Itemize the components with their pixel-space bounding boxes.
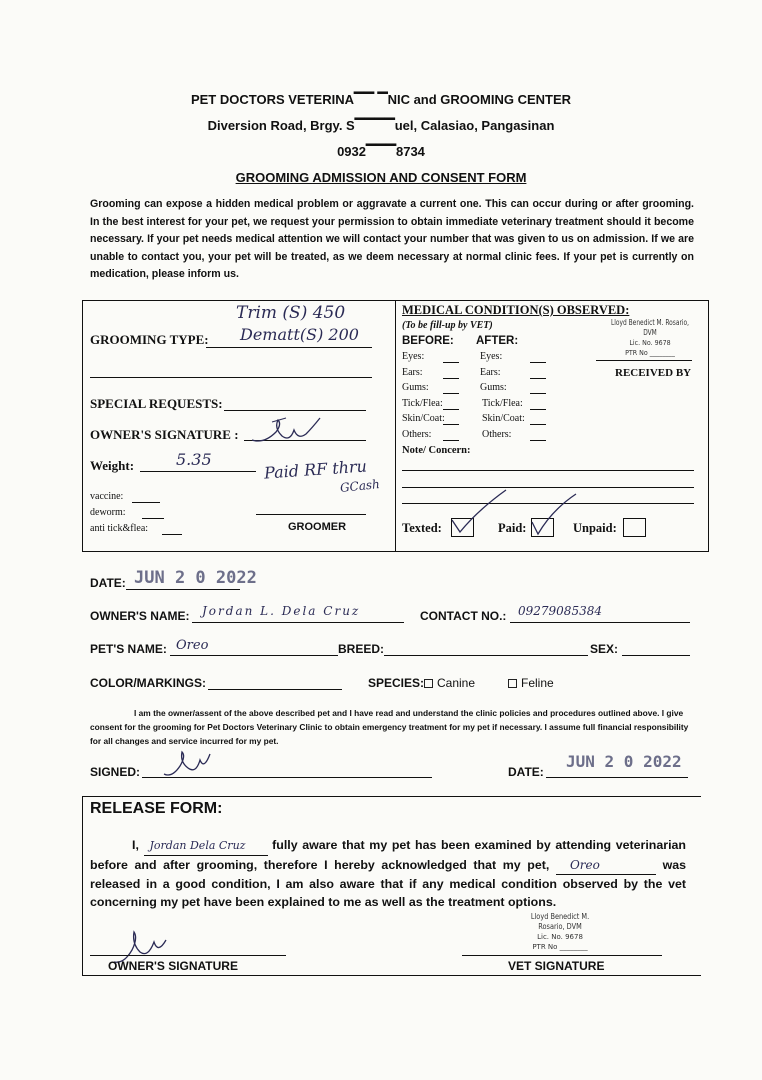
after-row-2[interactable]: Ears:: [480, 366, 501, 378]
after-row-6[interactable]: Others:: [482, 428, 512, 440]
owner-signature-label: OWNER'S SIGNATURE :: [90, 427, 239, 442]
vet-stamp-ptr-bottom: PTR No ________: [532, 943, 588, 951]
release-owner-name: Jordan Dela Cruz: [144, 837, 268, 856]
payment-note-1: Paid RF thru: [263, 456, 368, 483]
after-row-3[interactable]: Gums:: [480, 382, 507, 393]
breed-line[interactable]: [384, 655, 588, 656]
vaccine-line[interactable]: [132, 502, 160, 503]
species-feline[interactable]: [508, 676, 554, 690]
owner-name-line[interactable]: [192, 622, 404, 623]
medical-title: MEDICAL CONDITION(S) OBSERVED:: [402, 303, 630, 317]
after-row-5[interactable]: Skin/Coat:: [482, 413, 525, 424]
panel-divider: [395, 301, 396, 551]
sex-line[interactable]: [622, 655, 690, 656]
color-markings-line[interactable]: [208, 689, 342, 690]
before-row-1[interactable]: Eyes:: [402, 351, 425, 362]
release-paragraph: [90, 836, 686, 911]
date-line[interactable]: [126, 589, 240, 590]
pet-name-label: PET'S NAME:: [90, 642, 167, 656]
clinic-address: Diversion Road, Brgy. S▔▔▔▔uel, Calasiao, Pangasinan: [207, 118, 555, 133]
payment-note-2: GCash: [339, 476, 381, 496]
release-i: I,: [132, 838, 139, 852]
grooming-type-line[interactable]: [206, 347, 372, 348]
vet-stamp-name: Lloyd Benedict M. Rosario, DVM: [610, 318, 690, 337]
before-row-line-2[interactable]: [443, 378, 459, 379]
after-row-line-4[interactable]: [530, 409, 546, 410]
weight-value: 5.35: [176, 450, 212, 469]
vet-stamp-lic: Lic. No. 9678: [629, 339, 671, 347]
species-label: SPECIES:: [368, 676, 425, 690]
before-row-4[interactable]: Tick/Flea:: [402, 397, 443, 409]
color-markings-label: COLOR/MARKINGS:: [90, 676, 206, 690]
after-row-4[interactable]: Tick/Flea:: [482, 397, 523, 409]
weight-line[interactable]: [140, 471, 256, 472]
deworm-label: deworm:: [90, 507, 126, 518]
form-title: GROOMING ADMISSION AND CONSENT FORM: [235, 170, 527, 185]
groomer-line[interactable]: [256, 514, 366, 515]
groomer-label: GROOMER: [288, 521, 347, 533]
canine-checkbox[interactable]: [424, 679, 433, 688]
before-row-line-5[interactable]: [443, 424, 459, 425]
before-row-line-3[interactable]: [443, 393, 459, 394]
date-label: DATE:: [90, 576, 126, 590]
grooming-type-label: GROOMING TYPE:: [90, 332, 209, 347]
before-row-2[interactable]: Ears:: [402, 366, 423, 378]
contact-label: CONTACT NO.:: [420, 609, 507, 623]
vet-stamp-top: [598, 318, 702, 358]
before-row-line-1[interactable]: [443, 362, 459, 363]
consent-date-label: DATE:: [508, 765, 544, 779]
consent-date-line[interactable]: [546, 777, 688, 778]
owner-signature-release-line[interactable]: [90, 955, 286, 956]
texted-label: Texted:: [402, 521, 442, 535]
note-line-1[interactable]: [402, 470, 694, 471]
grooming-type-value-2: Dematt(S) 200: [240, 325, 359, 344]
before-label: BEFORE:: [402, 335, 454, 347]
after-row-line-6[interactable]: [530, 440, 546, 441]
intro-paragraph: Grooming can expose a hidden medical problem or aggravate a current one. This can occur during or after grooming. In the best interest for your pet, we request your permission to obtain immediate veterinary treatment should it become necessary. If your pet needs medical attention we will contact your number that was given to us on admission. If we are unable to contact you, your pet will be treated, as we deem necessary at normal clinic fees. If your pet is currently on medication, please inform us.: [90, 198, 694, 280]
release-part3: was released in a good condition, I am also aware that if any medical condition observed by the vet concerning my pet have been explained to me as well as the treatment options.: [90, 858, 686, 909]
vet-stamp-lic-bottom: Lic. No. 9678: [537, 933, 583, 941]
clinic-phone: 0932▔▔▔8734: [337, 144, 425, 159]
after-row-1[interactable]: Eyes:: [480, 351, 503, 362]
vet-stamp-name-bottom: Lloyd Benedict M. Rosario, DVM: [530, 912, 590, 931]
vaccine-label: vaccine:: [90, 491, 124, 502]
received-by-label: RECEIVED BY: [615, 367, 692, 379]
contact-line[interactable]: [510, 622, 690, 623]
breed-label: BREED:: [338, 642, 385, 656]
special-requests-label: SPECIAL REQUESTS:: [90, 396, 223, 411]
special-requests-line[interactable]: [224, 410, 366, 411]
note-concern-label: Note/ Concern:: [402, 445, 471, 456]
owner-name-label: OWNER'S NAME:: [90, 609, 190, 623]
grooming-type-line-2[interactable]: [90, 377, 372, 378]
after-row-line-2[interactable]: [530, 378, 546, 379]
release-part2: fully aware that my pet has been examined by attending veterinarian before and after grooming, therefore I hereby acknowledged that my pet,: [90, 838, 686, 872]
pet-name-line[interactable]: [170, 655, 338, 656]
date-stamp: JUN 2 0 2022: [134, 568, 257, 588]
before-row-line-4[interactable]: [443, 409, 459, 410]
owner-name-value: Jordan L. Dela Cruz: [202, 604, 361, 618]
vet-signature-label: VET SIGNATURE: [508, 959, 605, 973]
vet-stamp-ptr: PTR No ________: [625, 349, 675, 357]
deworm-line[interactable]: [142, 518, 164, 519]
after-row-line-1[interactable]: [530, 362, 546, 363]
weight-label: Weight:: [90, 458, 135, 473]
species-canine[interactable]: [424, 676, 475, 690]
after-row-line-3[interactable]: [530, 393, 546, 394]
consent-text: I am the owner/assent of the above described pet and I have read and understand the clinic policies and procedures outlined above. I give consent for the grooming for Pet Doctors Veterinary Clinic to obtain emergency treatment for my pet if necessary. I assume full financial responsibility for all changes and service incurred for my pet.: [90, 708, 689, 746]
after-label: AFTER:: [476, 335, 519, 347]
feline-label: Feline: [521, 676, 554, 690]
contact-value: 09279085384: [518, 604, 602, 618]
unpaid-checkbox[interactable]: [623, 518, 646, 537]
paid-label: Paid:: [498, 521, 527, 535]
antitick-label: anti tick&flea:: [90, 523, 149, 534]
vet-stamp-bottom: [510, 912, 610, 952]
before-row-3[interactable]: Gums:: [402, 382, 429, 393]
clinic-name: PET DOCTORS VETERINA▔▔ ▔NIC and GROOMING CENTER: [190, 92, 572, 107]
pet-name-value: Oreo: [176, 638, 209, 653]
sex-label: SEX:: [590, 642, 619, 656]
consent-date-stamp: JUN 2 0 2022: [566, 752, 682, 771]
before-row-5[interactable]: Skin/Coat:: [402, 413, 445, 424]
after-row-line-5[interactable]: [530, 424, 546, 425]
release-pet-name: Oreo: [556, 856, 656, 875]
received-by-line[interactable]: [596, 360, 692, 361]
medical-subtitle: (To be fill-up by VET): [402, 320, 493, 331]
checkmarks-scribble: [448, 488, 578, 540]
owner-signature-release-label: OWNER'S SIGNATURE: [108, 959, 238, 973]
before-row-line-6[interactable]: [443, 440, 459, 441]
vet-signature-line[interactable]: [462, 955, 662, 956]
antitick-line[interactable]: [162, 534, 182, 535]
signed-label: SIGNED:: [90, 765, 141, 779]
signed-scribble: [160, 748, 214, 782]
canine-label: Canine: [437, 676, 476, 690]
release-title: RELEASE FORM:: [90, 800, 223, 817]
owner-signature-scribble: [246, 414, 326, 450]
grooming-type-value-1: Trim (S) 450: [236, 303, 346, 323]
feline-checkbox[interactable]: [508, 679, 517, 688]
before-row-6[interactable]: Others:: [402, 428, 432, 440]
unpaid-label: Unpaid:: [573, 521, 617, 535]
